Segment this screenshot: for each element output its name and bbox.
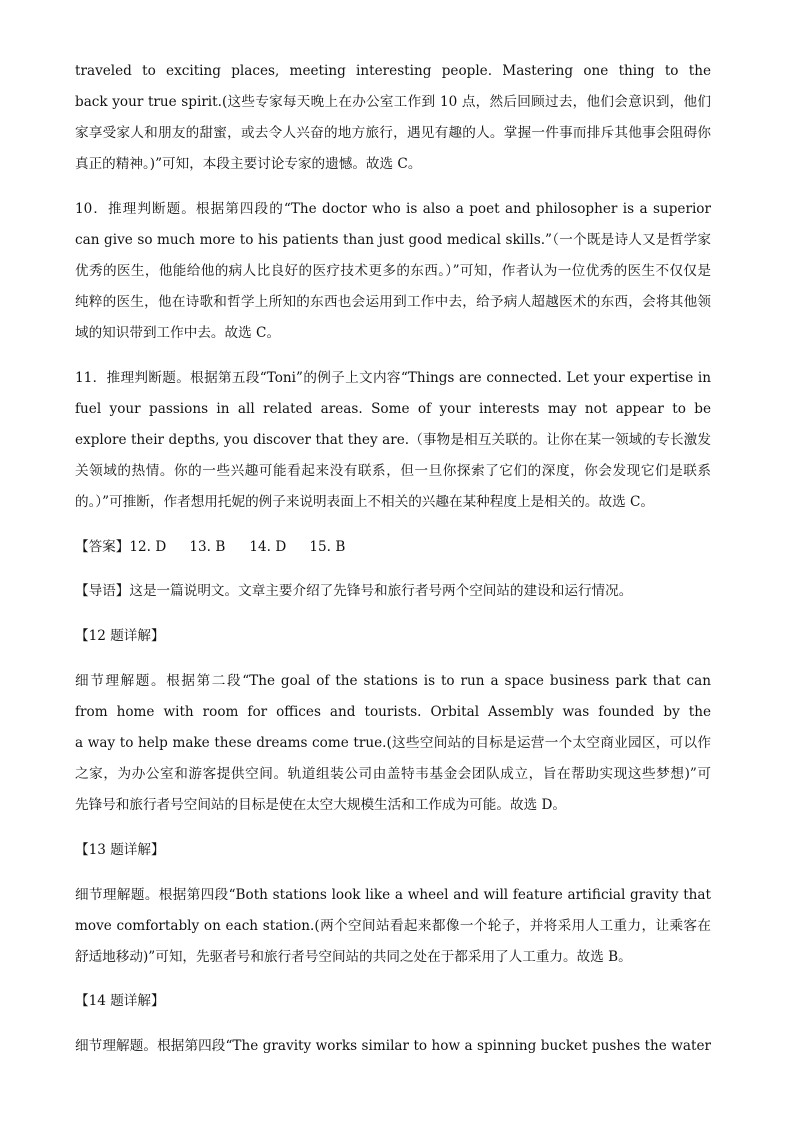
answer-label: 【答案】 bbox=[75, 539, 130, 555]
q14-line: 细节理解题。根据第四段“The gravity works similar to how a spinning bucket pushes the water bbox=[75, 1038, 711, 1054]
q13-line: move comfortably on each station.(两个空间站看起来都像一个轮子，并将采用人工重力，让乘客在 bbox=[75, 918, 711, 934]
q10-line: 纯粹的医生，他在诗歌和哲学上所知的东西也会运用到工作中去，给予病人超越医术的东西，会将其他领 bbox=[75, 294, 711, 310]
q10-line: 10．推理判断题。根据第四段的“The doctor who is also a poet and philosopher is a superior bbox=[75, 201, 711, 217]
q14-heading: 【14 题详解】 bbox=[75, 993, 165, 1009]
q11-line: fuel your passions in all related areas. Some of your interests may not appear to be bbox=[75, 401, 711, 417]
answer-item: 14. D bbox=[249, 539, 287, 555]
q12-line: 细节理解题。根据第二段“The goal of the stations is to run a space business park that can bbox=[75, 673, 711, 689]
q11-line: 关领域的热情。你的一些兴趣可能看起来没有联系，但一旦你探索了它们的深度，你会发现它们是联系 bbox=[75, 463, 711, 479]
q10-line: can give so much more to his patients than just good medical skills.”（一个既是诗人又是哲学家 bbox=[75, 232, 711, 248]
text-line: 真正的精神。)”可知，本段主要讨论专家的遗憾。故选 C。 bbox=[75, 156, 422, 172]
q11-line: explore their depths, you discover that they are.（事物是相互关联的。让你在某一领域的专长激发 bbox=[75, 432, 711, 448]
guide-text: 【导语】这是一篇说明文。文章主要介绍了先锋号和旅行者号两个空间站的建设和运行情况。 bbox=[75, 583, 633, 599]
q12-line: 先锋号和旅行者号空间站的目标是使在太空大规模生活和工作成为可能。故选 D。 bbox=[75, 797, 566, 813]
q12-line: 之家，为办公室和游客提供空间。轨道组装公司由盖特韦基金会团队成立，旨在帮助实现这些梦想)”可 bbox=[75, 766, 711, 782]
q13-heading: 【13 题详解】 bbox=[75, 842, 165, 858]
text-line: 家享受家人和朋友的甜蜜，或去令人兴奋的地方旅行，遇见有趣的人。掌握一件事而排斥其他事会阻碍你 bbox=[75, 125, 711, 141]
q10-line: 域的知识带到工作中去。故选 C。 bbox=[75, 325, 281, 341]
answer-item: 13. B bbox=[189, 539, 226, 555]
text-line: traveled to exciting places, meeting interesting people. Mastering one thing to the bbox=[75, 63, 711, 79]
text-line: back your true spirit.(这些专家每天晚上在办公室工作到 10 点，然后回顾过去，他们会意识到，他们 bbox=[75, 94, 711, 110]
q12-line: a way to help make these dreams come true.(这些空间站的目标是运营一个太空商业园区，可以作 bbox=[75, 735, 711, 751]
answer-key bbox=[75, 537, 345, 557]
q13-line: 舒适地移动)”可知，先驱者号和旅行者号空间站的共同之处在于都采用了人工重力。故选 B。 bbox=[75, 949, 632, 965]
answer-item: 12. D bbox=[129, 539, 167, 555]
q12-line: from home with room for offices and tourists. Orbital Assembly was founded by the bbox=[75, 704, 711, 720]
q12-heading: 【12 题详解】 bbox=[75, 628, 165, 644]
q13-line: 细节理解题。根据第四段“Both stations look like a wheel and will feature artificial gravity that bbox=[75, 887, 711, 903]
answer-item: 15. B bbox=[309, 539, 346, 555]
q11-line: 11．推理判断题。根据第五段“Toni”的例子上文内容“Things are connected. Let your expertise in bbox=[75, 370, 711, 386]
q11-line: 的。）”可推断，作者想用托妮的例子来说明表面上不相关的兴趣在某种程度上是相关的。故选 C。 bbox=[75, 494, 655, 510]
q10-line: 优秀的医生，他能给他的病人比良好的医疗技术更多的东西。）”可知，作者认为一位优秀的医生不仅仅是 bbox=[75, 263, 711, 279]
